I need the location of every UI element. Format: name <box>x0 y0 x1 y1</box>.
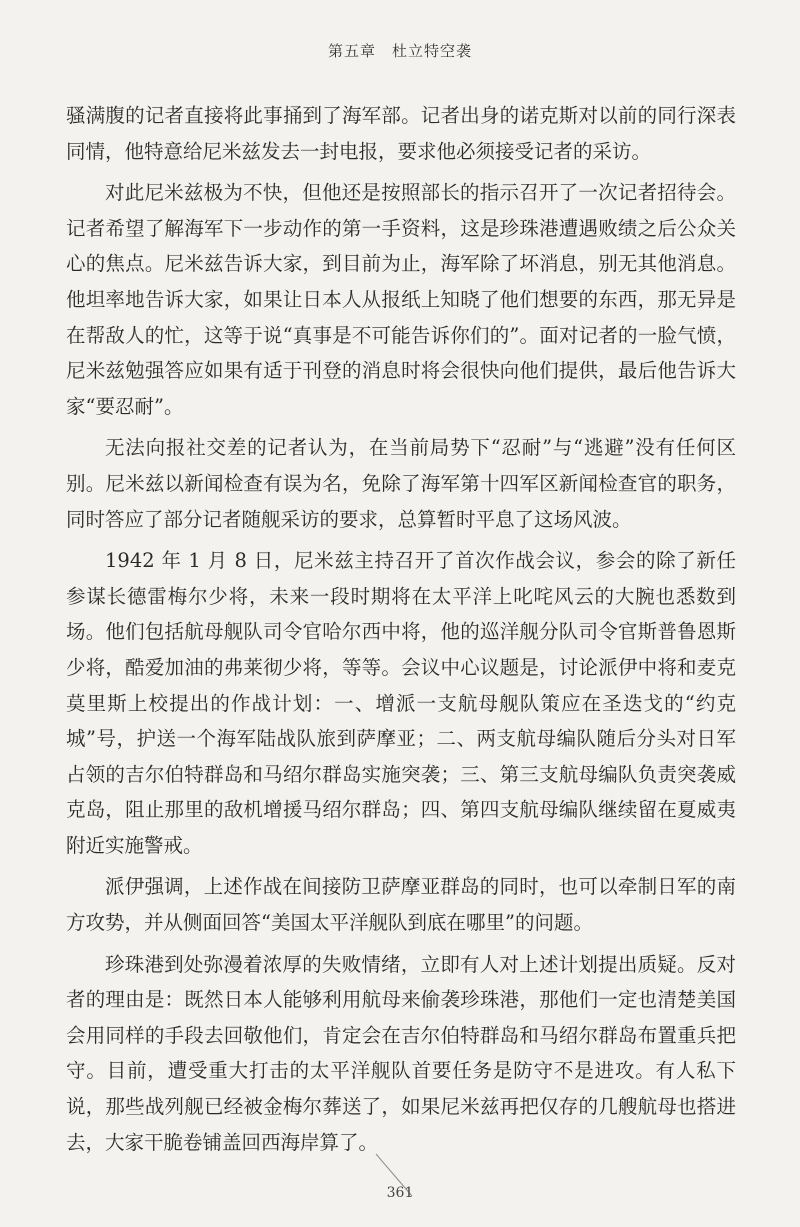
running-head: 第五章 杜立特空袭 <box>327 42 472 60</box>
paragraph: 对此尼米兹极为不快，但他还是按照部长的指示召开了一次记者招待会。记者希望了解海军下一步动作的第一手资料，这是珍珠港遭遇败绩之后公众关心的焦点。尼米兹告诉大家，到目前为止，海军除了坏消息，别无其他消息。他坦率地告诉大家，如果让日本人从报纸上知晓了他们想要的东西，那无异是在帮敌人的忙，这等于说“真事是不可能告诉你们的”。面对记者的一脸气愤，尼米兹勉强答应如果有适于刊登的消息时将会很快向他们提供，最后他告诉大家“要忍耐”。 <box>66 181 736 418</box>
paragraph: 珍珠港到处弥漫着浓厚的失败情绪，立即有人对上述计划提出质疑。反对者的理由是：既然日本人能够利用航母来偷袭珍珠港，那他们一定也清楚美国会用同样的手段去回敬他们，肯定会在吉尔伯特群岛和马绍尔群岛布置重兵把守。目前，遭受重大打击的太平洋舰队首要任务是防守不是进攻。有人私下说，那些战列舰已经被金梅尔葬送了，如果尼米兹再把仅存的几艘航母也搭进去，大家干脆卷铺盖回西海岸算了。 <box>66 952 736 1154</box>
paragraph: 1942 年 1 月 8 日，尼米兹主持召开了首次作战会议，参会的除了新任参谋长德雷梅尔少将，未来一段时期将在太平洋上叱咤风云的大腕也悉数到场。他们包括航母舰队司令官哈尔西中将，他的巡洋舰分队司令官斯普鲁恩斯少将，酷爱加油的弗莱彻少将，等等。会议中心议题是，讨论派伊中将和麦克莫里斯上校提出的作战计划：一、增派一支航母舰队策应在圣迭戈的“约克城”号，护送一个海军陆战队旅到萨摩亚；二、两支航母编队随后分头对日军占领的吉尔伯特群岛和马绍尔群岛实施突袭；三、第三支航母编队负责突袭威克岛，阻止那里的敌机增援马绍尔群岛；四、第四支航母编队继续留在夏威夷附近实施警戒。 <box>66 549 736 857</box>
paragraph: 派伊强调，上述作战在间接防卫萨摩亚群岛的同时，也可以牵制日军的南方攻势，并从侧面回答“美国太平洋舰队到底在哪里”的问题。 <box>66 875 736 935</box>
paragraph-continued: 骚满腹的记者直接将此事捅到了海军部。记者出身的诺克斯对以前的同行深表同情，他特意给尼米兹发去一封电报，要求他必须接受记者的采访。 <box>66 104 736 163</box>
paragraph: 无法向报社交差的记者认为，在当前局势下“忍耐”与“逃避”没有任何区别。尼米兹以新闻检查有误为名，免除了海军第十四军区新闻检查官的职务，同时答应了部分记者随舰采访的要求，总算暂时平息了这场风波。 <box>66 436 736 531</box>
page-number: 361 <box>386 1185 414 1201</box>
body-text <box>66 98 736 1166</box>
